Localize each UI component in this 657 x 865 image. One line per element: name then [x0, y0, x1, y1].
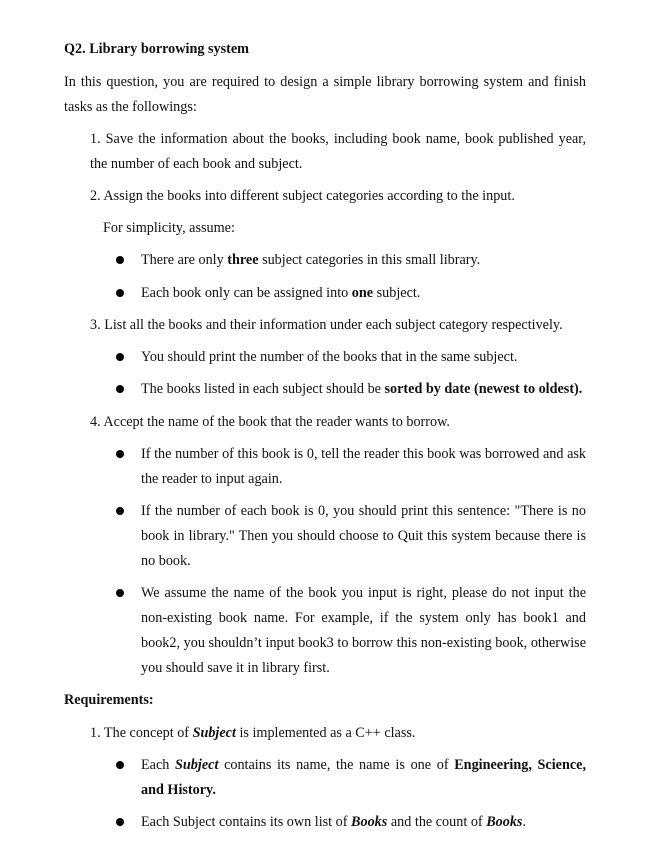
bullet-dot [116, 353, 124, 361]
bullet-print-count: You should print the number of the books that in the same subject. [141, 349, 518, 365]
bullet-dot [116, 589, 124, 597]
bullet-dot [116, 256, 124, 264]
intro-line-1: In this question, you are required to design a simple library borrowing system and finish [64, 74, 586, 90]
subject-books-list: Each Subject contains its own list of Books and the count of Books. [141, 814, 526, 830]
bullet-no-book-line-3: no book. [141, 553, 191, 569]
bullet-dot [116, 761, 124, 769]
bullet-assume-line-4: you should save it in library first. [141, 660, 330, 676]
task-2-text: 2. Assign the books into different subject categories according to the input. [90, 188, 515, 204]
bullet-assume-line-3: book2, you shouldn’t input book3 to borrow this non-existing book, otherwise [141, 635, 586, 651]
bullet-no-book-line-1: If the number of each book is 0, you should print this sentence: "There is no [141, 503, 586, 519]
subject-name-line-2: and History. [141, 782, 216, 798]
requirements-heading: Requirements: [64, 692, 154, 708]
bullet-dot [116, 507, 124, 515]
bullet-assume-line-2: non-existing book name. For example, if the system only has book1 and [141, 610, 586, 626]
requirement-1: 1. The concept of Subject is implemented as a C++ class. [90, 725, 416, 741]
bullet-three-subjects: There are only three subject categories in this small library. [141, 252, 481, 268]
task-4-text: 4. Accept the name of the book that the reader wants to borrow. [90, 414, 450, 430]
subject-name-line-1: Each Subject contains its name, the name is one of Engineering, Science, [141, 757, 586, 773]
bullet-borrowed-line-2: the reader to input again. [141, 471, 283, 487]
bullet-dot [116, 385, 124, 393]
bullet-dot [116, 450, 124, 458]
page-title: Q2. Library borrowing system [64, 41, 249, 57]
task-3-text: 3. List all the books and their information under each subject category respectively. [90, 317, 563, 333]
simplicity-note: For simplicity, assume: [103, 220, 235, 236]
intro-line-2: tasks as the followings: [64, 99, 197, 115]
bullet-sorted-by-date: The books listed in each subject should be sorted by date (newest to oldest). [141, 381, 583, 397]
bullet-dot [116, 818, 124, 826]
bullet-no-book-line-2: book in library." Then you should choose to Quit this system because there is [141, 528, 586, 544]
bullet-dot [116, 289, 124, 297]
task-1-line-1: 1. Save the information about the books, including book name, book published year, [90, 131, 586, 147]
bullet-borrowed-line-1: If the number of this book is 0, tell the reader this book was borrowed and ask [141, 446, 586, 462]
bullet-assume-line-1: We assume the name of the book you input is right, please do not input the [141, 585, 586, 601]
task-1-line-2: the number of each book and subject. [90, 156, 303, 172]
bullet-one-subject: Each book only can be assigned into one subject. [141, 285, 421, 301]
